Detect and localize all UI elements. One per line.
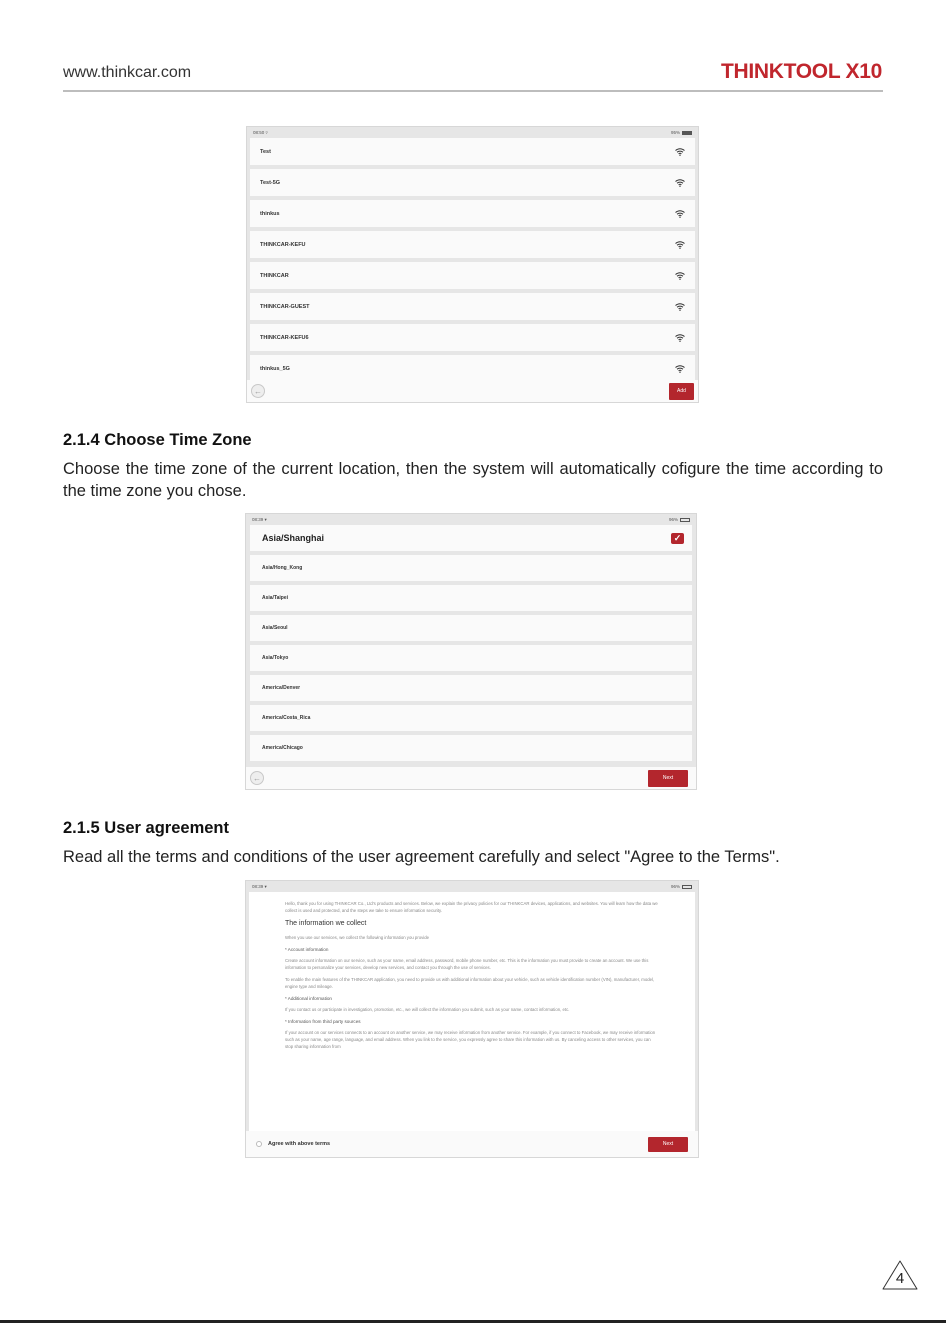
header-site-url: www.thinkcar.com — [63, 64, 192, 81]
wifi-network-name: thinkus — [260, 210, 280, 217]
wifi-network-row[interactable] — [250, 324, 695, 351]
wifi-icon — [675, 365, 685, 373]
additional-info-text: If you contact us or participate in investigation, promotion, etc., we will collect the information you submit, such as your name, contact information, etc. — [285, 1007, 570, 1012]
wifi-icon — [675, 179, 685, 187]
status-battery: 95% — [670, 130, 680, 135]
wifi-network-row[interactable] — [250, 262, 695, 289]
agreement-text-body[interactable] — [249, 892, 695, 1131]
status-time: 08:50 — [253, 129, 265, 135]
wifi-icon — [675, 272, 685, 280]
additional-info-title: * Additional information — [285, 996, 332, 1001]
page-number-text: 4 — [895, 1270, 905, 1287]
wifi-network-name: THINKCAR-GUEST — [260, 303, 310, 310]
time-zone-row[interactable]: Asia/Tokyo — [250, 645, 692, 671]
wifi-network-name: Test — [260, 148, 271, 155]
third-party-text: If your account on our services connects to an account on another service, we may receive information from another service. For example, if you connect to Facebook, we may receive information such as your name, age range, language, and email address. When you link to the service, you expressly agree to share this information with us. By canceling access to other services, you can stop sharing information from — [285, 1030, 656, 1049]
battery-icon — [682, 131, 692, 135]
third-party-title: * Information from third party sources — [285, 1019, 361, 1024]
wifi-bottom-bar — [247, 380, 698, 402]
add-button[interactable]: Add — [669, 383, 694, 400]
time-zone-row[interactable]: America/Denver — [250, 675, 692, 701]
wifi-network-row[interactable] — [250, 231, 695, 258]
wifi-icon — [675, 210, 685, 218]
section-text-time-zone: Choose the time zone of the current location, then the system will automatically cofigure the time according to the time zone you chose. — [63, 460, 883, 500]
header-divider — [63, 90, 883, 92]
agree-terms-option[interactable] — [256, 1141, 330, 1147]
status-bar: 08:39 ▾ 96% — [246, 514, 696, 525]
account-info-title: * Account information — [285, 947, 329, 952]
agreement-intro: Hello, thank you for using THINKCAR Co., Ltd's products and services. Below, we explain the privacy policies for our THINKCAR devices, applications, and websites. You will learn how the data we collect is used and protected, and the steps we take to ensure information security. — [285, 901, 658, 913]
status-bar: 08:50 ▿ 95% — [247, 127, 698, 138]
agreement-bottom-bar — [246, 1131, 698, 1157]
timezone-bottom-bar — [246, 767, 696, 789]
wifi-network-row[interactable] — [250, 293, 695, 320]
account-info-text: Create account information on our service, such as your name, email address, password, mobile phone number, etc. This is the information you must provide to create an account. We use this information to personalize your services, develop new services, and contact you through the use of services. — [285, 958, 649, 970]
time-zone-row[interactable]: America/Costa_Rica — [250, 705, 692, 731]
agree-label: Agree with above terms — [268, 1141, 331, 1147]
section-text-user-agreement: Read all the terms and conditions of the user agreement carefully and select "Agree to the Terms". — [63, 848, 780, 866]
wifi-network-name: THINKCAR-KEFU — [260, 241, 306, 248]
next-button[interactable]: Next — [648, 770, 688, 787]
wifi-network-row[interactable] — [250, 169, 695, 196]
time-zone-row[interactable]: America/Chicago — [250, 735, 692, 761]
status-battery: 96% — [670, 884, 680, 889]
wifi-network-name: THINKCAR-KEFU6 — [260, 334, 309, 341]
time-zone-row[interactable]: Asia/Hong_Kong — [250, 555, 692, 581]
time-zone-list — [246, 555, 696, 761]
back-arrow-icon[interactable]: ← — [251, 384, 265, 398]
wifi-network-row[interactable] — [250, 200, 695, 227]
header-brand: THINKTOOL X10 — [720, 60, 882, 83]
battery-icon — [680, 518, 690, 522]
status-time: 08:39 — [252, 883, 264, 889]
agree-radio[interactable] — [256, 1141, 262, 1147]
checkbox-checked-icon[interactable]: ✓ — [671, 533, 684, 544]
section-title-time-zone: 2.1.4 Choose Time Zone — [63, 431, 252, 449]
wifi-network-row[interactable] — [250, 355, 695, 382]
selected-zone-label: Asia/Shanghai — [262, 533, 325, 543]
status-bar: 08:39 ▾ 96% — [246, 881, 698, 892]
vehicle-info-text: To enable the main features of the THINKCAR application, you need to provide us with additional information about your vehicle, such as vehicle identification number (VIN), manufacturer, model, engine type and mileage. — [285, 977, 655, 989]
wifi-icon — [675, 148, 685, 156]
section-title-user-agreement: 2.1.5 User agreement — [63, 819, 230, 837]
wifi-network-list — [247, 138, 698, 382]
agreement-lead: When you use our services, we collect the following information you provide — [285, 935, 430, 940]
agreement-screenshot — [245, 880, 699, 1158]
wifi-network-name: thinkus_5G — [260, 365, 290, 372]
wifi-screenshot — [246, 126, 699, 403]
wifi-icon — [675, 241, 685, 249]
timezone-screenshot — [245, 513, 697, 790]
time-zone-row[interactable]: Asia/Taipei — [250, 585, 692, 611]
battery-icon — [682, 885, 692, 889]
next-button[interactable]: Next — [648, 1137, 688, 1152]
back-arrow-icon[interactable]: ← — [250, 771, 264, 785]
status-battery: 96% — [668, 517, 678, 522]
time-zone-row[interactable]: Asia/Seoul — [250, 615, 692, 641]
wifi-icon — [675, 334, 685, 342]
wifi-network-row[interactable] — [250, 138, 695, 165]
wifi-network-name: Test-5G — [260, 179, 281, 186]
agreement-heading: The information we collect — [285, 920, 367, 927]
status-time: 08:39 — [252, 516, 264, 522]
selected-time-zone[interactable] — [250, 525, 692, 551]
page-number — [880, 1258, 920, 1292]
wifi-network-name: THINKCAR — [260, 272, 289, 279]
wifi-icon — [675, 303, 685, 311]
